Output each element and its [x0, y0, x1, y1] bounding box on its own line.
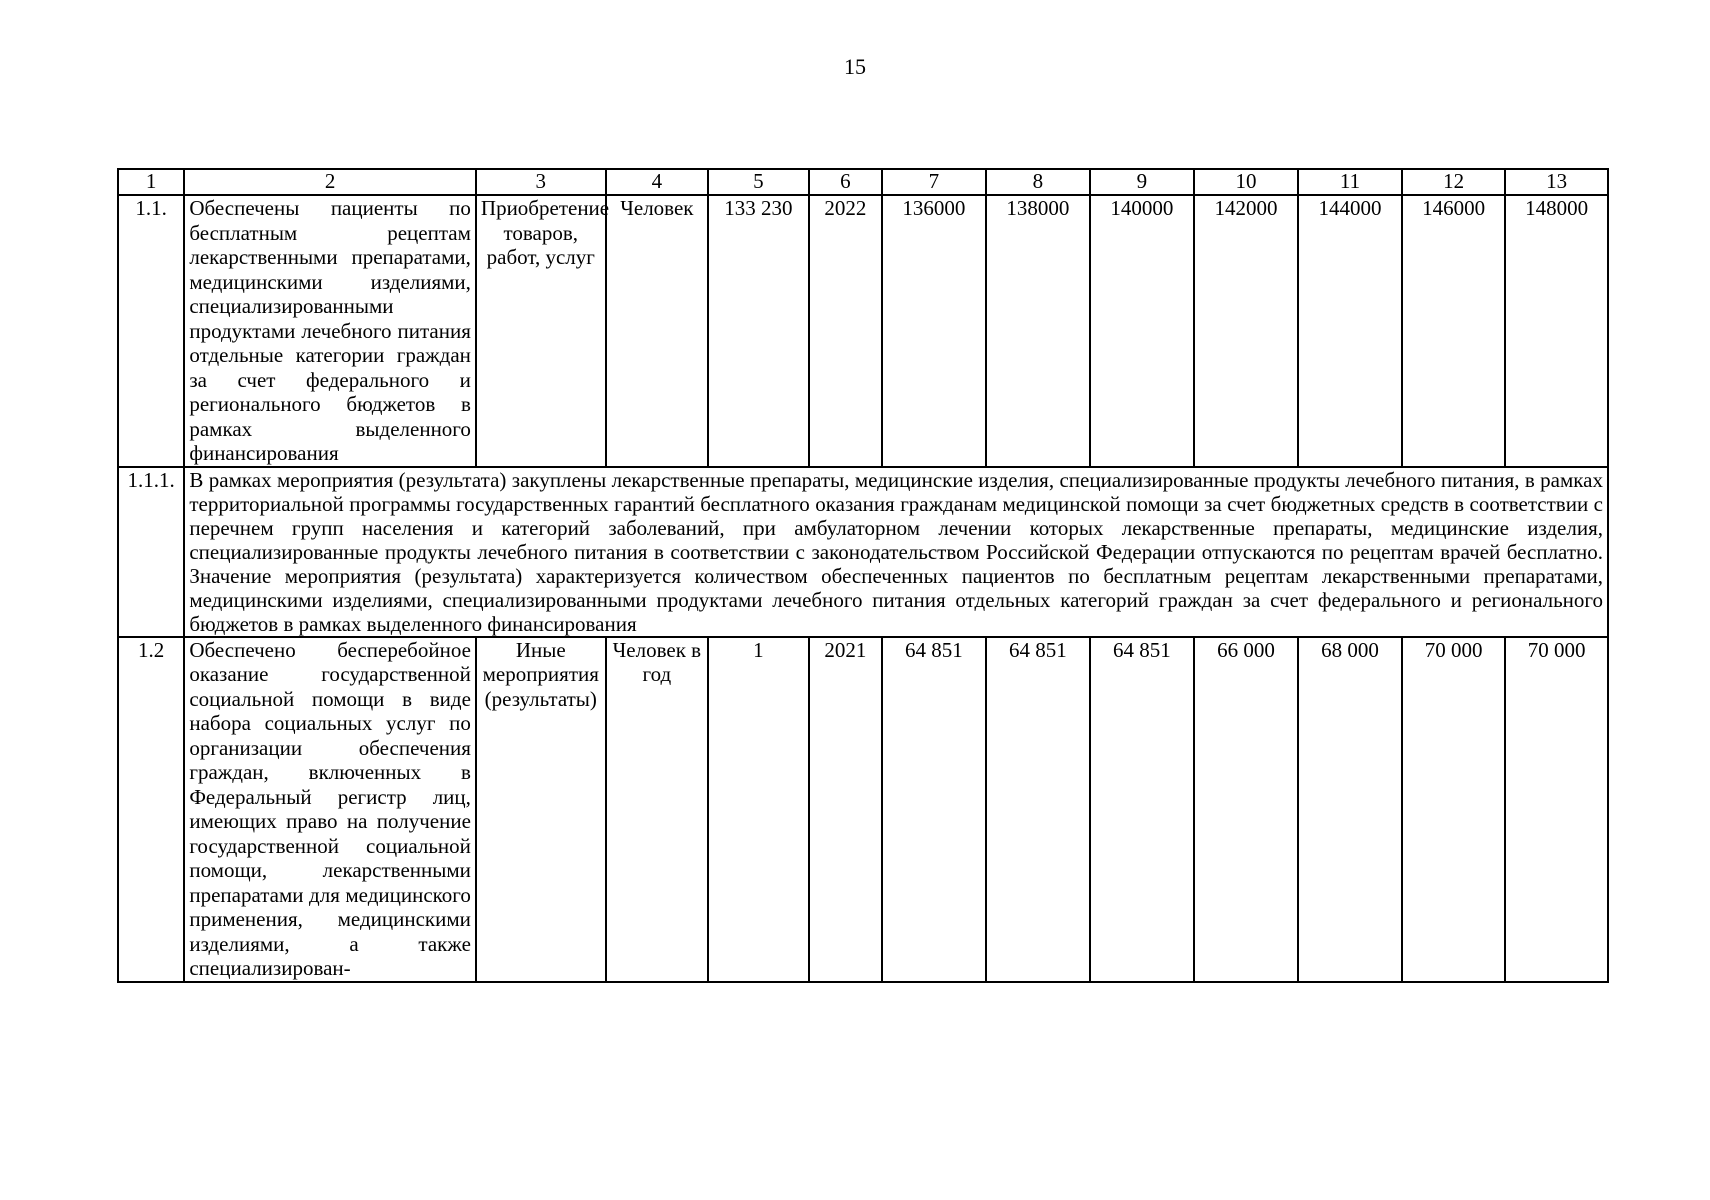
- header-cell: 4: [606, 169, 709, 195]
- header-cell: 2: [184, 169, 476, 195]
- result-description: Обеспечены пациенты по бесплатным рецептам лекарственными препаратами, медицинскими изделиями, специализированными продуктами лечебного питания отдельные категории граждан за счет федерального и регионального бюджетов в рамках выделенного финансирования: [184, 195, 476, 467]
- unit-of-measure: Человек в год: [606, 637, 709, 982]
- year-value: 70 000: [1402, 637, 1506, 982]
- year-value: 136000: [882, 195, 986, 467]
- base-value: 1: [708, 637, 809, 982]
- year-value: 66 000: [1194, 637, 1299, 982]
- event-description: В рамках мероприятия (результата) закуплены лекарственные препараты, медицинские изделия, специализированные продукты лечебного питания, в рамках территориальной программы государственных гарантий бесплатного оказания гражданам медицинской помощи за счет бюджетных средств в соответствии с перечнем групп населения и категорий заболеваний, при амбулаторном лечении которых лекарственные препараты, медицинские изделия, специализированные продукты лечебного питания в соответствии с законодательством Российской Федерации отпускаются по рецептам врачей бесплатно. Значение мероприятия (результата) характеризуется количеством обеспеченных пациентов по бесплатным рецептам лекарственными препаратами, медицинскими изделиями, специализированными продуктами лечебного питания отдельных категорий граждан за счет федерального и регионального бюджетов в рамках выделенного финансирования: [184, 467, 1608, 637]
- header-cell: 12: [1402, 169, 1506, 195]
- header-cell: 6: [809, 169, 882, 195]
- year-value: 64 851: [1090, 637, 1194, 982]
- table-row-1-2: [118, 637, 1608, 982]
- event-type: Приобретение товаров, работ, услуг: [476, 195, 606, 467]
- header-cell: 13: [1505, 169, 1608, 195]
- header-cell: 7: [882, 169, 986, 195]
- year-value: 70 000: [1505, 637, 1608, 982]
- year-value: 146000: [1402, 195, 1506, 467]
- header-cell: 5: [708, 169, 809, 195]
- year-value: 68 000: [1298, 637, 1402, 982]
- header-cell: 1: [118, 169, 184, 195]
- table-row-1-1-1: [118, 467, 1608, 637]
- indicators-table: [117, 168, 1609, 983]
- year-value: 140000: [1090, 195, 1194, 467]
- header-cell: 8: [986, 169, 1091, 195]
- page-number: 15: [844, 54, 866, 79]
- row-number: 1.1.1.: [118, 467, 184, 637]
- year-value: 148000: [1505, 195, 1608, 467]
- row-number: 1.2: [118, 637, 184, 982]
- event-type: Иные мероприятия (результаты): [476, 637, 606, 982]
- row-number: 1.1.: [118, 195, 184, 467]
- unit-of-measure: Человек: [606, 195, 709, 467]
- year-value: 64 851: [986, 637, 1091, 982]
- header-cell: 10: [1194, 169, 1299, 195]
- base-value: 133 230: [708, 195, 809, 467]
- year-value: 142000: [1194, 195, 1299, 467]
- base-year: 2022: [809, 195, 882, 467]
- year-value: 138000: [986, 195, 1091, 467]
- base-year: 2021: [809, 637, 882, 982]
- result-description: Обеспечено бесперебойное оказание государственной социальной помощи в виде набора социальных услуг по организации обеспечения граждан, включенных в Федеральный регистр лиц, имеющих право на получение государственной социальной помощи, лекарственными препаратами для медицинского применения, медицинскими изделиями, а также специализирован-: [184, 637, 476, 982]
- year-value: 64 851: [882, 637, 986, 982]
- table-header-row: [118, 169, 1608, 195]
- table-row-1-1: [118, 195, 1608, 467]
- year-value: 144000: [1298, 195, 1402, 467]
- header-cell: 3: [476, 169, 606, 195]
- header-cell: 9: [1090, 169, 1194, 195]
- header-cell: 11: [1298, 169, 1402, 195]
